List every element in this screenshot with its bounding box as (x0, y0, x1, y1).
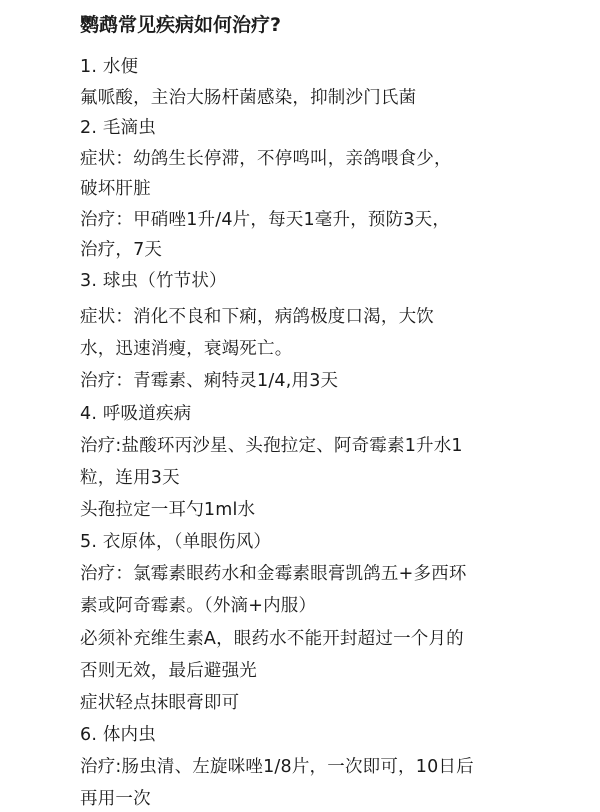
text-line: 素或阿奇霉素。（外滴+内服） (80, 596, 317, 616)
text-line: 症状：消化不良和下痢，病鸽极度口渴，大饮 (80, 307, 434, 327)
text-line: 水，迅速消瘦，衰竭死亡。 (80, 339, 293, 359)
text-line: 治疗:盐酸环丙沙星、头孢拉定、阿奇霉素1升水1 (80, 436, 463, 456)
text-line: 6. 体内虫 (80, 725, 156, 745)
text-line: 治疗：氯霉素眼药水和金霉素眼膏凯鸽五+多西环 (80, 564, 467, 584)
text-line: 症状：幼鸽生长停滞，不停鸣叫，亲鸽喂食少， (80, 149, 452, 169)
text-line: 治疗，7天 (80, 240, 163, 260)
text-line: 必须补充维生素A，眼药水不能开封超过一个月的 (80, 629, 464, 649)
text-line: 1. 水便 (80, 57, 139, 77)
text-line: 3. 球虫（竹节状） (80, 271, 227, 291)
text-line: 症状轻点抹眼膏即可 (80, 693, 240, 713)
text-line: 氟哌酸，主治大肠杆菌感染，抑制沙门氏菌 (80, 88, 417, 108)
text-line: 治疗：青霉素、痢特灵1/4,用3天 (80, 371, 339, 391)
text-line: 破坏肝脏 (80, 179, 151, 199)
text-line: 4. 呼吸道疾病 (80, 404, 192, 424)
text-line: 2. 毛滴虫 (80, 118, 156, 138)
text-line: 5. 衣原体，（单眼伤风） (80, 532, 272, 552)
text-line: 再用一次 (80, 789, 151, 809)
text-line: 治疗：甲硝唑1升/4片，每天1毫升，预防3天， (80, 210, 451, 230)
text-line: 治疗:肠虫清、左旋咪唑1/8片，一次即可，10日后 (80, 757, 474, 777)
text-line: 头孢拉定一耳勺1ml水 (80, 500, 256, 520)
text-line: 粒，连用3天 (80, 468, 180, 488)
text-line: 否则无效，最后避强光 (80, 661, 257, 681)
document-title: 鹦鹉常见疾病如何治疗? (80, 14, 282, 36)
